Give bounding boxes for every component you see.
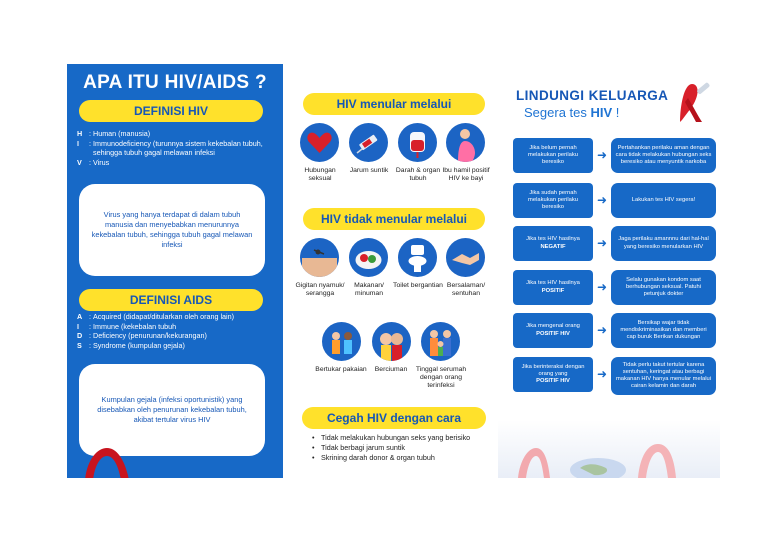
arrow-right-icon: ➜ [597,236,608,250]
right-subtitle: Segera tes HIV ! [524,105,620,120]
tidak-label-4: Bersalaman/ sentuhan [446,282,486,297]
cegah-heading: Cegah HIV dengan cara [302,407,486,429]
right-title: LINDUNGI KELUARGA [516,88,669,103]
action-box: Jaga perilaku amannnu dari hal-hal yang beresiko menularkan HIV [611,226,716,261]
arrow-right-icon: ➜ [597,193,608,207]
definisi-aids-heading: DEFINISI AIDS [79,289,263,311]
tidak-label-1: Gigitan nyamuk/ serangga [295,282,345,297]
condition-box: Jika tes HIV hasilnya NEGATIF [513,226,593,261]
red-ribbon-icon [666,78,714,122]
menular-label-1: Hubungan seksual [304,167,336,182]
aids-acronym-list [77,312,277,350]
list-item: I : Immune (kekebalan tubuh [77,321,177,331]
handshake-icon [446,238,485,277]
mosquito-bite-icon [300,238,339,277]
toilet-icon [398,238,437,277]
family-icon [421,322,460,361]
blood-bag-icon [398,123,437,162]
hiv-acronym-list [77,129,277,167]
condition-box: Jika sudah pernah melakukan perilaku beresiko [513,183,593,218]
tidak-label-2: Makanan/ minuman [354,282,384,297]
red-ribbon-icon [77,440,137,478]
action-box: Lakukan tes HIV segera! [611,183,716,218]
list-item: H : Human (manusia) [77,129,151,138]
list-item: I : Immunodeficiency (turunnya sistem kekebalan tubuh, sehingga tubuh gagal melawan infeksi [77,138,263,158]
menular-label-4: Ibu hamil positif HIV ke bayi [442,167,490,182]
action-box: Pertahankan perilaku aman dengan cara tidak melakukan hubungan seks beresiko atau menyuntik narkoba [611,138,716,173]
condition-box: Jika mengenal orang POSITIF HIV [513,313,593,348]
action-box: Tidak perlu takut tertular karena sentuhan, keringat atau berbagi makanan HIV hanya menular melalui cairan kelamin dan darah [611,357,716,395]
list-item: • Tidak berbagi jarum suntik [312,442,406,452]
menular-heading: HIV menular melalui [303,93,485,115]
left-panel [67,64,283,478]
kiss-icon [372,322,411,361]
condition-box: Jika belum pernah melakukan perilaku beresiko [513,138,593,173]
food-icon [349,238,388,277]
tidak-label-3: Toilet bergantian [393,282,443,289]
list-item: D : Deficiency (penurunan/kekurangan) [77,331,207,341]
hiv-definition-text: Virus yang hanya terdapat di dalam tubuh manusia dan menyebabkan menurunnya kekebalan tubuh, sehingga tubuh gagal melawan infeksi [91,210,253,249]
swap-clothes-icon [322,322,361,361]
cegah-list [312,433,492,462]
definisi-hiv-heading: DEFINISI HIV [79,100,263,122]
left-title: APA ITU HIV/AIDS ? [83,72,267,93]
arrow-right-icon: ➜ [597,280,608,294]
heart-icon [300,123,339,162]
list-item: V : Virus [77,157,110,167]
hiv-definition-box [79,184,265,276]
condition-box: Jika berinteraksi dengan orang yang POSITIF HIV [513,357,593,392]
arrow-right-icon: ➜ [597,367,608,381]
action-box: Selalu gunakan kondom saat berhubungan seksual. Patuhi petunjuk dokter [611,270,716,305]
arrow-right-icon: ➜ [597,148,608,162]
list-item: A : Acquired (didapat/ditularkan oleh orang lain) [77,312,235,321]
list-item: • Skrining darah donor & organ tubuh [312,452,435,462]
menular-label-3: Darah & organ tubuh [395,167,441,182]
tidak-menular-heading: HIV tidak menular melalui [303,208,485,230]
list-item: S : Syndrome (kumpulan gejala) [77,340,185,350]
list-item: • Tidak melakukan hubungan seks yang berisiko [312,433,471,442]
syringe-icon [349,123,388,162]
condition-box: Jika tes HIV hasilnya POSITIF [513,270,593,305]
tidak-label-5: Bertukar pakaian [315,366,367,373]
tidak-label-6: Berciuman [374,366,408,373]
aids-definition-text: Kumpulan gejala (infeksi oportunistik) yang disebabkan oleh penurunan kekebalan tubuh, akibat tertular virus HIV [97,395,247,424]
action-box: Bersikap wajar tidak mendiskriminasikan dan memberi cap buruk Berikan dukungan [611,313,716,348]
ribbon-globe-decoration [498,420,720,478]
pregnant-woman-icon [446,123,485,162]
arrow-right-icon: ➜ [597,323,608,337]
menular-label-2: Jarum suntik [349,167,389,174]
tidak-label-7: Tinggal serumah dengan orang terinfeksi [415,366,467,389]
